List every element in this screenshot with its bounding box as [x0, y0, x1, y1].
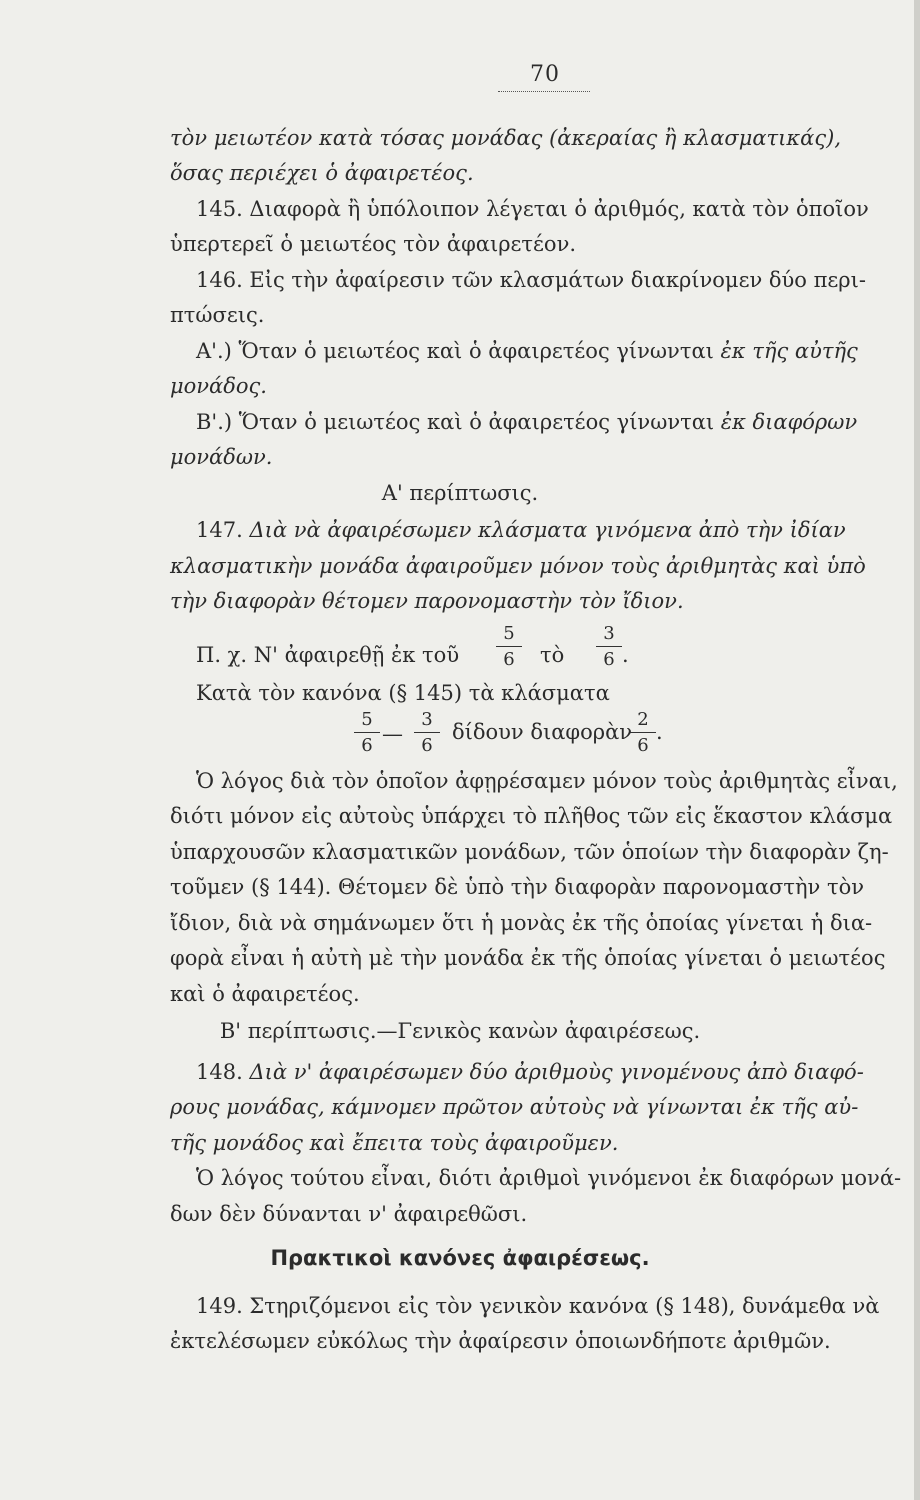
text-line: ἐκτελέσωμεν εὐκόλως τὴν ἀφαίρεσιν ὁποιωνδήποτε ἀριθμῶν.: [170, 1329, 831, 1353]
text-line: μονάδων.: [170, 445, 273, 469]
fraction-bar: [414, 732, 440, 733]
fraction-denominator: 6: [421, 735, 433, 756]
text-line: πτώσεις.: [170, 303, 265, 327]
text-line: τῆς μονάδος καὶ ἔπειτα τοὺς ἀφαιροῦμεν.: [170, 1131, 619, 1155]
fraction-bar: [596, 646, 622, 647]
text-line: τὸ: [540, 643, 565, 667]
fraction-numerator: 5: [503, 623, 515, 644]
text-line: [196, 520, 846, 541]
text-line: φορὰ εἶναι ἡ αὐτὴ μὲ τὴν μονάδα ἐκ τῆς ὁποίας γίνεται ὁ μειωτέος: [170, 946, 886, 970]
section-heading: Πρακτικοὶ κανόνες ἀφαιρέσεως.: [270, 1246, 650, 1270]
text-line: ρους μονάδας, κάμνομεν πρῶτον αὐτοὺς νὰ γίνωνται ἐκ τῆς αὐ-: [170, 1095, 859, 1119]
minus-sign: —: [382, 722, 403, 746]
text-line: τοῦμεν (§ 144). Θέτομεν δὲ ὑπὸ τὴν διαφορὰν παρονομαστὴν τὸν: [170, 875, 865, 899]
text-span-italic: Διὰ ν' ἀφαιρέσωμεν δύο ἀριθμοὺς γινομένους ἀπὸ διαφό-: [249, 1060, 864, 1084]
fraction: [496, 623, 522, 670]
fraction-numerator: 2: [637, 709, 649, 730]
text-line: .: [622, 643, 629, 667]
text-span: 148.: [196, 1060, 250, 1084]
text-span-italic: ἐκ τῆς αὐτῆς: [720, 339, 858, 363]
section-heading: Α' περίπτωσις.: [381, 481, 539, 505]
text-line: [196, 412, 857, 433]
fraction-bar: [496, 646, 522, 647]
page-edge: [914, 0, 920, 1500]
text-line: τὴν διαφορὰν θέτομεν παρονομαστὴν τὸν ἴδιον.: [170, 589, 684, 613]
fraction-denominator: 6: [361, 735, 373, 756]
text-span-italic: ἐκ διαφόρων: [720, 410, 858, 434]
text-span: 147.: [196, 518, 250, 542]
text-line: Ὁ λόγος διὰ τὸν ὁποῖον ἀφῃρέσαμεν μόνον τοὺς ἀριθμητὰς εἶναι,: [196, 769, 898, 793]
text-line: ὑπαρχουσῶν κλασματικῶν μονάδων, τῶν ὁποίων τὴν διαφορὰν ζη-: [170, 840, 889, 864]
text-line: ὅσας περιέχει ὁ ἀφαιρετέος.: [170, 161, 474, 185]
fraction: [414, 709, 440, 756]
fraction-denominator: 6: [503, 649, 515, 670]
text-line: τὸν μειωτέον κατὰ τόσας μονάδας (ἀκεραίας ἢ κλασματικάς),: [170, 126, 841, 150]
text-span: Π. χ. Ν' ἀφαιρεθῇ ἐκ τοῦ: [196, 643, 460, 667]
text-line: ἴδιον, διὰ νὰ σημάνωμεν ὅτι ἡ μονὰς ἐκ τῆς ὁποίας γίνεται ἡ δια-: [170, 911, 873, 935]
fraction-numerator: 3: [603, 623, 615, 644]
fraction: [630, 709, 656, 756]
section-heading: Β' περίπτωσις.—Γενικὸς κανὼν ἀφαιρέσεως.: [219, 1019, 701, 1043]
text-span: Α'.) Ὅταν ὁ μειωτέος καὶ ὁ ἀφαιρετέος γίνωνται: [196, 339, 721, 363]
text-line: 149. Στηριζόμενοι εἰς τὸν γενικὸν κανόνα (§ 148), δυνάμεθα νὰ: [196, 1294, 880, 1318]
fraction: [596, 623, 622, 670]
text-line: διότι μόνον εἰς αὐτοὺς ὑπάρχει τὸ πλῆθος τῶν εἰς ἕκαστον κλάσμα: [170, 804, 893, 828]
fraction-numerator: 5: [361, 709, 373, 730]
fraction-bar: [630, 732, 656, 733]
fraction-denominator: 6: [637, 735, 649, 756]
text-line: καὶ ὁ ἀφαιρετέος.: [170, 982, 360, 1006]
text-line: [196, 645, 459, 666]
text-span: Β'.) Ὅταν ὁ μειωτέος καὶ ὁ ἀφαιρετέος γίνωνται: [196, 410, 721, 434]
text-line: δίδουν διαφορὰν: [452, 720, 633, 744]
text-line: κλασματικὴν μονάδα ἀφαιροῦμεν μόνον τοὺς ἀριθμητὰς καὶ ὑπὸ: [170, 554, 866, 578]
fraction-denominator: 6: [603, 649, 615, 670]
text-line: μονάδος.: [170, 374, 267, 398]
fraction-bar: [354, 732, 380, 733]
text-span-italic: Διὰ νὰ ἀφαιρέσωμεν κλάσματα γινόμενα ἀπὸ τὴν ἰδίαν: [249, 518, 846, 542]
text-line: .: [656, 720, 663, 744]
text-line: Ὁ λόγος τούτου εἶναι, διότι ἀριθμοὶ γινόμενοι ἐκ διαφόρων μονά-: [196, 1166, 902, 1190]
text-line: [196, 341, 858, 362]
text-line: δων δὲν δύνανται ν' ἀφαιρεθῶσι.: [170, 1202, 528, 1226]
text-line: 146. Εἰς τὴν ἀφαίρεσιν τῶν κλασμάτων διακρίνομεν δύο περι-: [196, 268, 866, 292]
text-line: Κατὰ τὸν κανόνα (§ 145) τὰ κλάσματα: [196, 681, 610, 705]
text-line: ὑπερτερεῖ ὁ μειωτέος τὸν ἀφαιρετέον.: [170, 232, 577, 256]
fraction: [354, 709, 380, 756]
page-number-rule: [498, 91, 590, 92]
text-line: 145. Διαφορὰ ἢ ὑπόλοιπον λέγεται ὁ ἀριθμός, κατὰ τὸν ὁποῖον: [196, 197, 869, 221]
fraction-numerator: 3: [421, 709, 433, 730]
page-number: 70: [530, 62, 560, 87]
text-line: [196, 1062, 864, 1083]
